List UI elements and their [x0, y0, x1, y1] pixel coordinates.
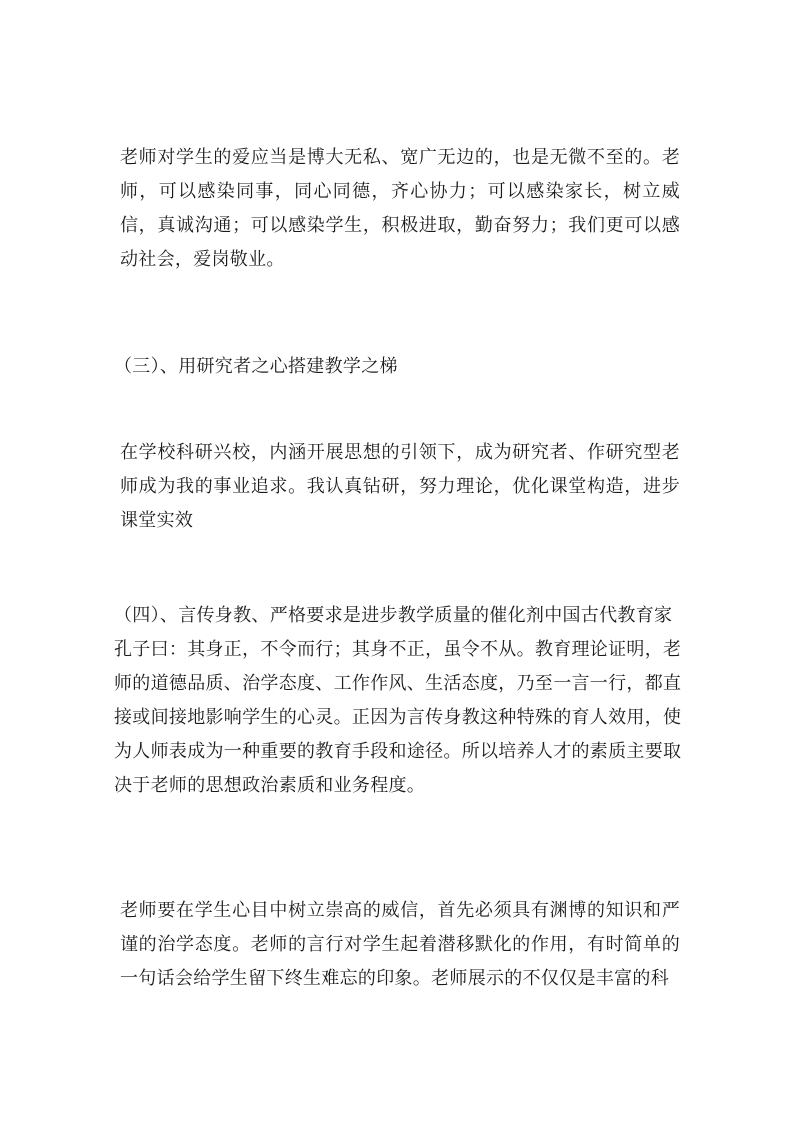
section-heading-three: （三）、用研究者之心搭建教学之梯	[114, 356, 398, 377]
paragraph-teacher-love: 老师对学生的爱应当是博大无私、宽广无边的，也是无微不至的。老师，可以感染同事，同心同德，齐心协力；可以感染家长，树立威信，真诚沟通；可以感染学生，积极进取，勤奋努力；我们更可以感动社会，爱岗敬业。	[120, 147, 680, 270]
paragraph-teacher-prestige: 老师要在学生心目中树立崇高的威信，首先必须具有渊博的知识和严谨的治学态度。老师的言行对学生起着潜移默化的作用，有时简单的一句话会给学生留下终生难忘的印象。老师展示的不仅仅是丰富的科	[120, 900, 680, 989]
paragraph-section-four: （四）、言传身教、严格要求是进步教学质量的催化剂中国古代教育家孔子曰：其身正，不令而行；其身不正，虽令不从。教育理论证明，老师的道德品质、治学态度、工作作风、生活态度，乃至一言一行，都直接或间接地影响学生的心灵。正因为言传身教这种特殊的育人效用，使为人师表成为一种重要的教育手段和途径。所以培养人才的素质主要取决于老师的思想政治素质和业务程度。	[114, 605, 682, 796]
paragraph-research: 在学校科研兴校，内涵开展思想的引领下，成为研究者、作研究型老师成为我的事业追求。我认真钻研，努力理论，优化课堂构造，进步课堂实效	[120, 442, 680, 531]
